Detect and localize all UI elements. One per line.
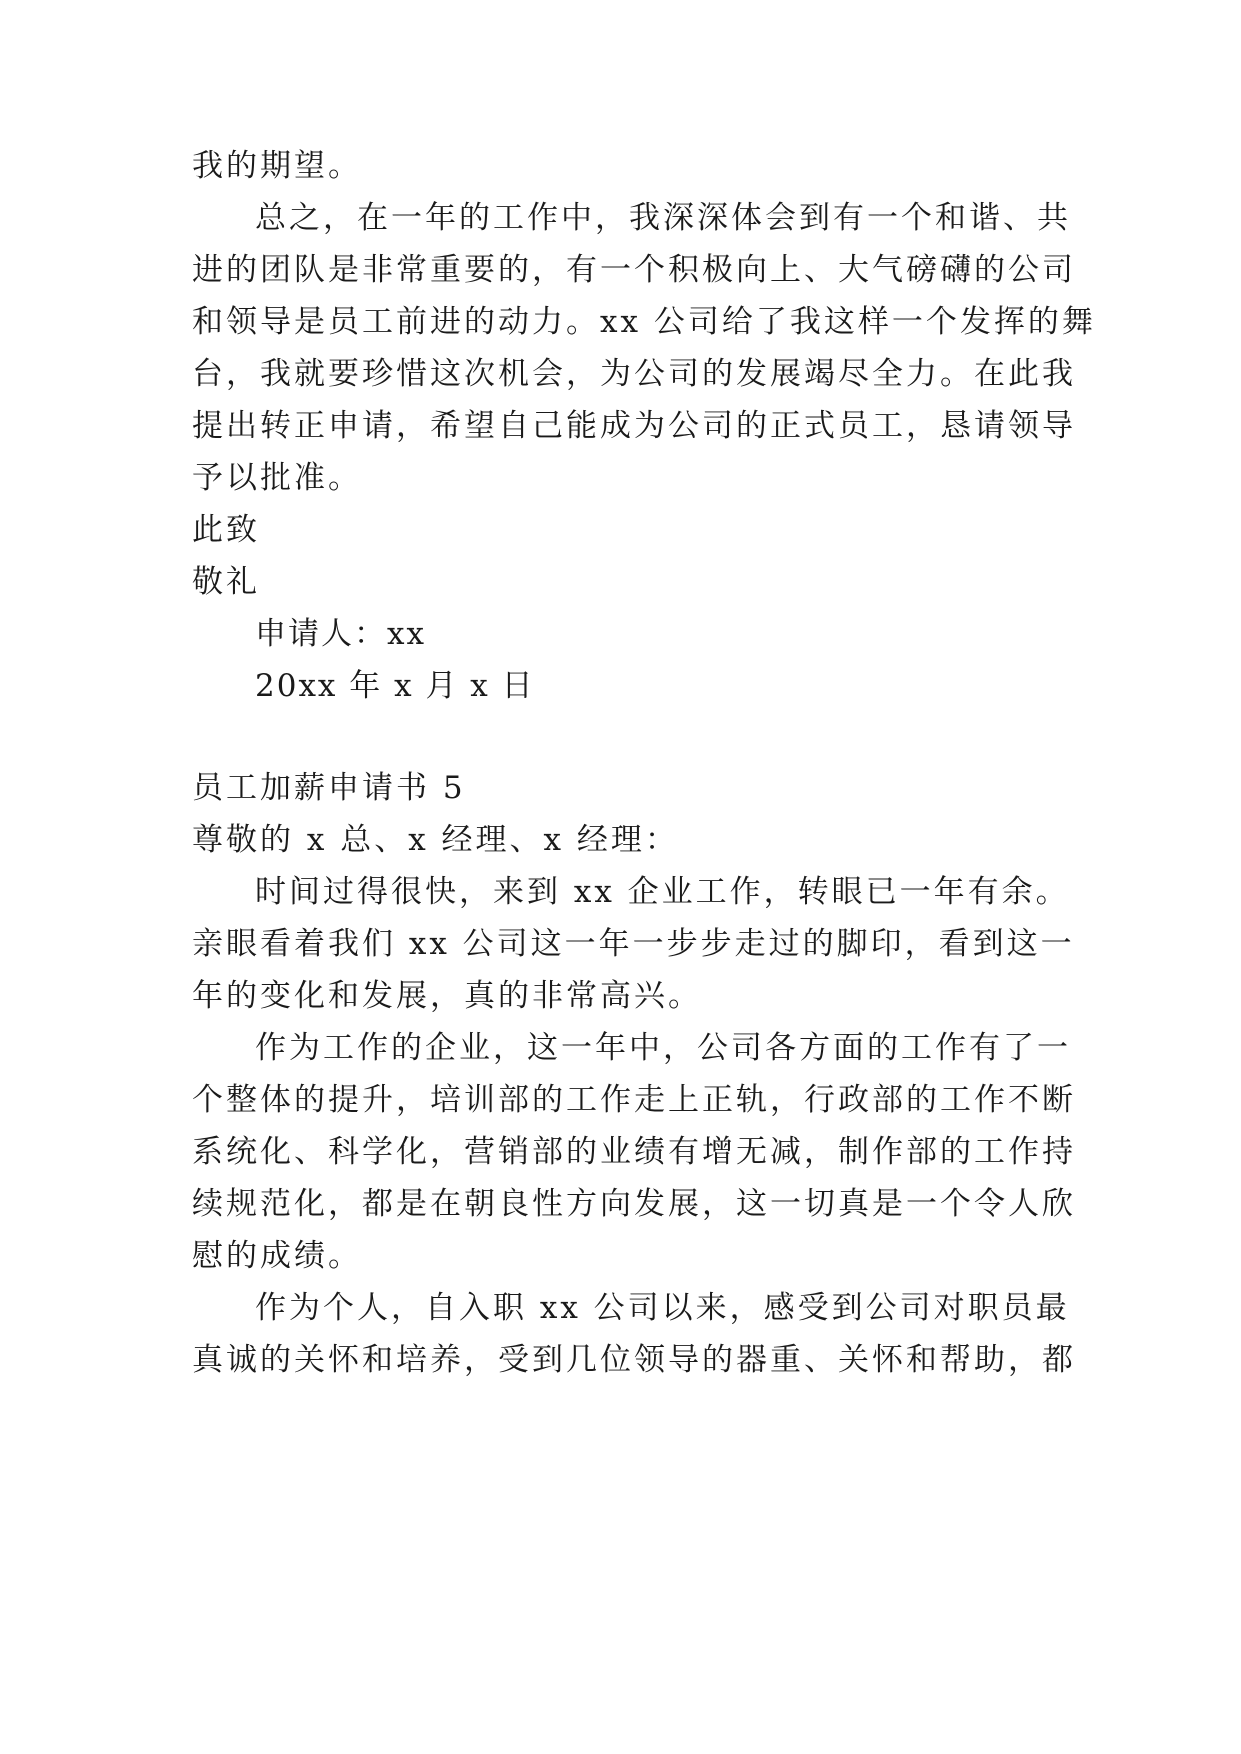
paragraph-line: 作为个人，自入职 xx 公司以来，感受到公司对职员最 [255,1290,1070,1326]
paragraph-line: 亲眼看着我们 xx 公司这一年一步步走过的脚印，看到这一 [192,926,1075,962]
paragraph-line: 作为工作的企业，这一年中，公司各方面的工作有了一 [255,1030,1071,1066]
paragraph-line: 进的团队是非常重要的，有一个积极向上、大气磅礴的公司 [192,252,1076,288]
paragraph-line: 续规范化，都是在朝良性方向发展，这一切真是一个令人欣 [192,1186,1076,1222]
paragraph-line: 年的变化和发展，真的非常高兴。 [192,978,702,1014]
paragraph-line: 予以批准。 [192,460,362,496]
paragraph-line: 和领导是员工前进的动力。xx 公司给了我这样一个发挥的舞 [192,304,1096,340]
closing-line: 敬礼 [192,564,260,600]
paragraph-line: 时间过得很快，来到 xx 企业工作，转眼已一年有余。 [255,874,1070,910]
application-date: 20xx 年 x 月 x 日 [255,668,535,704]
applicant-signature: 申请人：xx [255,616,426,652]
paragraph-line: 提出转正申请，希望自己能成为公司的正式员工，恳请领导 [192,408,1076,444]
paragraph-tail: 我的期望。 [192,148,362,184]
paragraph-line: 系统化、科学化，营销部的业绩有增无减，制作部的工作持 [192,1134,1076,1170]
paragraph-line: 慰的成绩。 [192,1238,362,1274]
closing-line: 此致 [192,512,260,548]
paragraph-line: 个整体的提升，培训部的工作走上正轨，行政部的工作不断 [192,1082,1076,1118]
paragraph-line: 总之，在一年的工作中，我深深体会到有一个和谐、共 [255,200,1071,236]
salutation: 尊敬的 x 总、x 经理、x 经理： [192,822,679,858]
section-title: 员工加薪申请书 5 [192,770,466,806]
paragraph-line: 真诚的关怀和培养，受到几位领导的器重、关怀和帮助，都 [192,1342,1076,1378]
paragraph-line: 台，我就要珍惜这次机会，为公司的发展竭尽全力。在此我 [192,356,1076,392]
